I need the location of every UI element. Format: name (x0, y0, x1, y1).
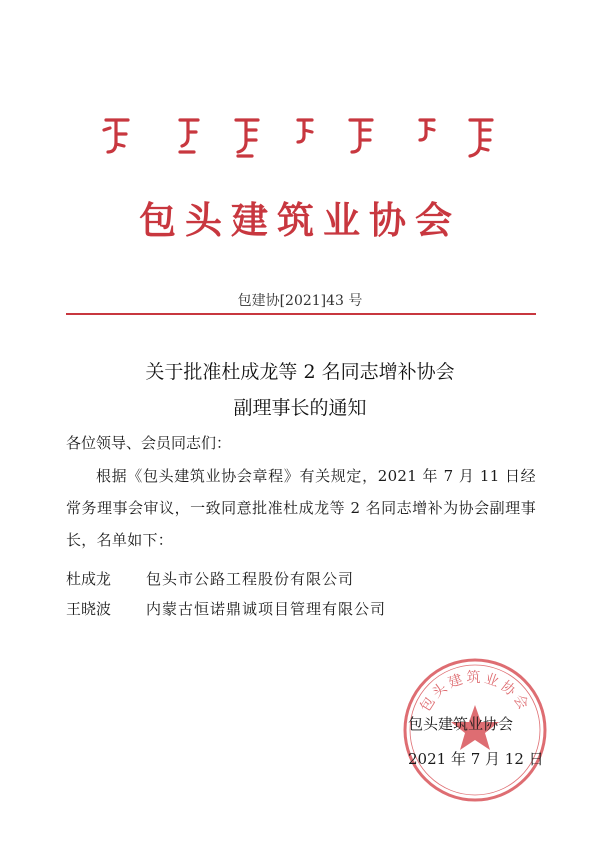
member-name: 王晓波 (66, 600, 112, 618)
member-row (66, 598, 386, 619)
member-name: 杜成龙 (66, 570, 112, 588)
notice-title-line-2: 副理事长的通知 (233, 397, 367, 419)
red-divider-line (66, 313, 536, 315)
member-row (66, 568, 354, 589)
member-organization: 内蒙古恒诺鼎诚项目管理有限公司 (146, 600, 387, 618)
notice-title-line-1: 关于批准杜成龙等 2 名同志增补协会 (145, 361, 455, 383)
svg-text:包头建筑业协会: 包头建筑业协会 (417, 670, 533, 715)
signature-organization: 包头建筑业协会 (408, 715, 514, 733)
member-organization: 包头市公路工程股份有限公司 (146, 570, 355, 588)
mongolian-script-logo (98, 112, 498, 162)
salutation: 各位领导、会员同志们： (66, 434, 232, 452)
body-paragraph: 根据《包头建筑业协会章程》有关规定，2021 年 7 月 11 日经常务理事会审议，一致同意批准杜成龙等 2 名同志增补为协会副理事长，名单如下： (66, 467, 536, 549)
signature-date: 2021 年 7 月 12 日 (408, 750, 544, 768)
document-number: 包建协[2021]43 号 (237, 293, 363, 309)
organization-name: 包头建筑业协会 (139, 199, 461, 242)
